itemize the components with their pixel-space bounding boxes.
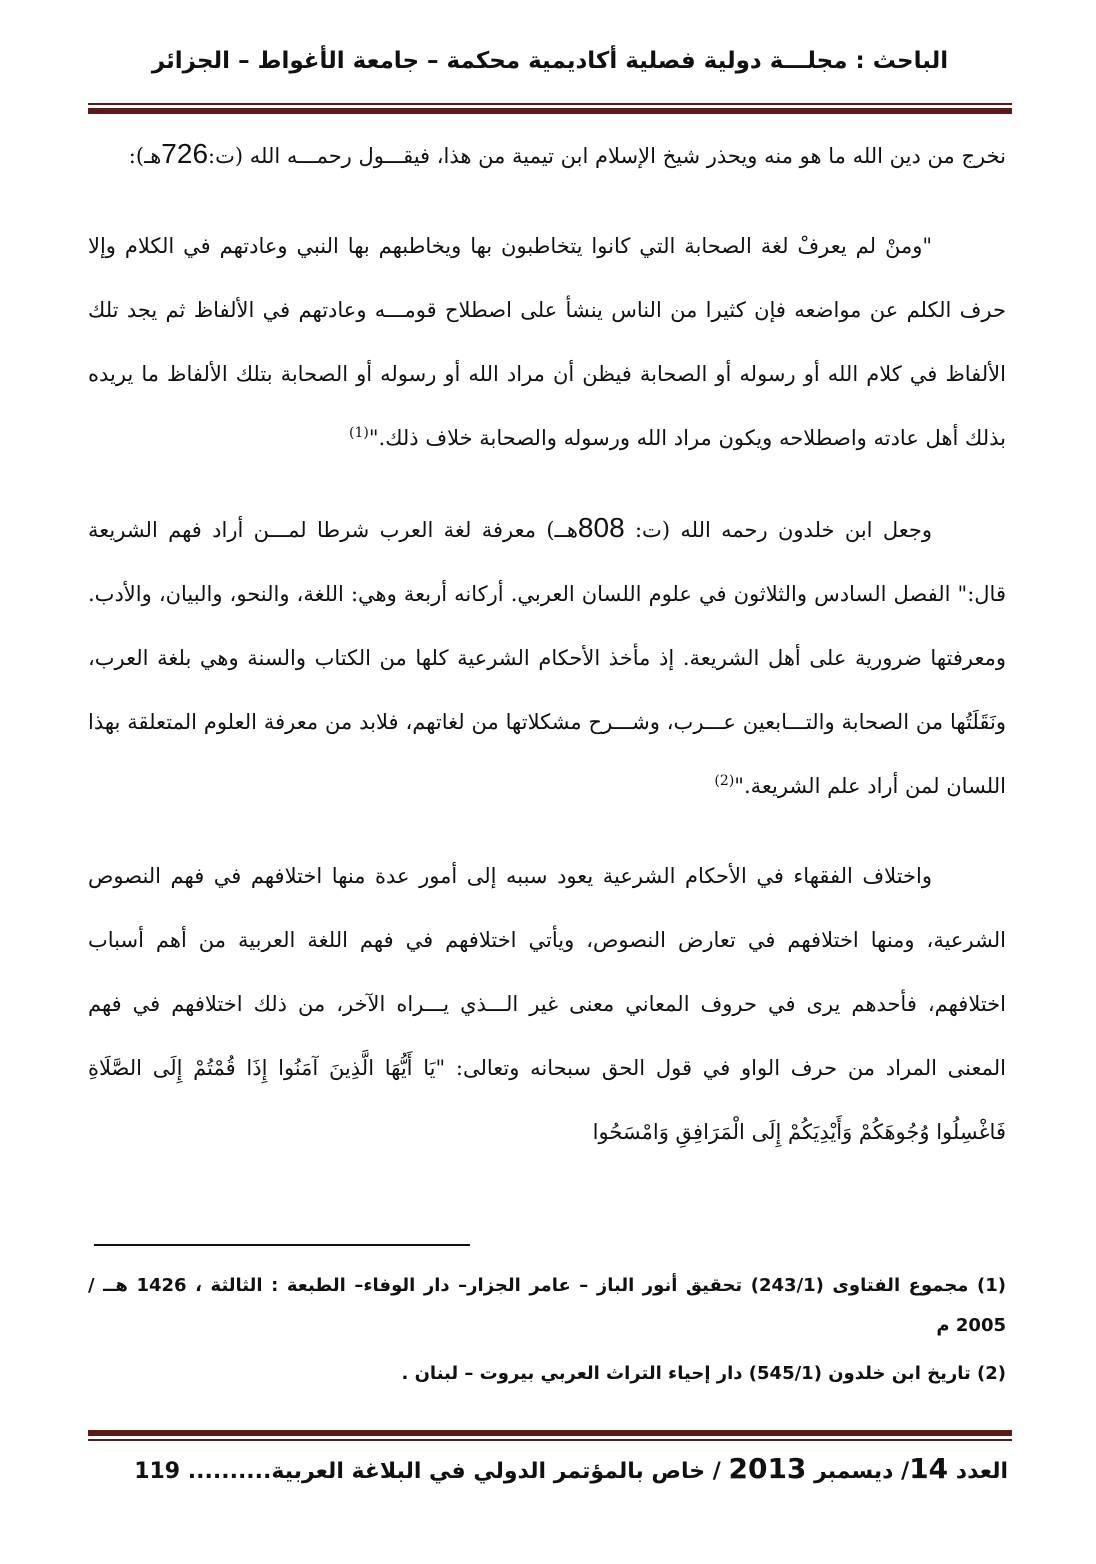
footer-rule-thick <box>88 1430 1012 1436</box>
footnotes <box>88 1266 1006 1402</box>
paragraph-1: نخرج من دين الله ما هو منه ويحذر شيخ الإسلام ابن تيمية من هذا، فيقـــول رحمـــه الله (ت:726هـ): <box>128 138 1006 169</box>
footer-issue-label: العدد <box>955 1459 1008 1484</box>
journal-header <box>90 48 1010 74</box>
footnote-ref-1[interactable]: (1) <box>349 425 369 441</box>
death-year-ibn-taymiyya: 726 <box>161 138 209 169</box>
footer-rule-thin <box>88 1439 1012 1441</box>
journal-header-title: الباحث : مجلـــة دولية فصلية أكاديمية محكمة – جامعة الأغواط – الجزائر <box>151 48 949 74</box>
footnote-separator <box>94 1244 470 1246</box>
death-year-ibn-khaldun: 808 <box>577 512 625 543</box>
page-footer <box>90 1452 1008 1485</box>
header-rule-thin <box>88 103 1012 105</box>
quran-verse: "يَا أَيُّهَا الَّذِينَ آمَنُوا إِذَا قُمْتُمْ إِلَى الصَّلَاةِ فَاغْسِلُوا وُجُوهَكُمْ وَأَيْدِيَكُمْ إِلَى الْمَرَافِقِ وَامْسَحُوا <box>88 1056 1006 1144</box>
header-rule-thick <box>88 108 1012 114</box>
article-body <box>88 122 1006 1164</box>
footnote-ref-2[interactable]: (2) <box>714 773 735 789</box>
paragraph-4: واختلاف الفقهاء في الأحكام الشرعية يعود سببه إلى أمور عدة منها اختلافهم في فهم النصوص الشرعية، ومنها اختلافهم في تعارض النصوص، ويأتي اختلافهم في فهم اللغة العربية من أهم أسباب اختلافهم، فأحدهم يرى في حروف المعاني معنى غير الـــذي يـــراه الآخر، من ذلك اختلافهم في فهم المعنى المراد من حرف الواو في قول الحق سبحانه وتعالى: "يَا أَيُّهَا الَّذِينَ آمَنُوا إِذَا قُمْتُمْ إِلَى الصَّلَاةِ فَاغْسِلُوا وُجُوهَكُمْ وَأَيْدِيَكُمْ إِلَى الْمَرَافِقِ وَامْسَحُوا <box>88 864 1006 1144</box>
page-number: 119 <box>134 1459 181 1484</box>
footer-year: 2013 <box>728 1452 807 1485</box>
paragraph-2-quote: "ومنْ لم يعرفْ لغة الصحابة التي كانوا يتخاطبون بها ويخاطبهم بها النبي وعادتهم في الكلام وإلا حرف الكلم عن مواضعه فإن كثيرا من الناس ينشأ على اصطلاح قومـــه وعادتهم في الألفاظ ثم يجد تلك الألفاظ في كلام الله أو رسوله أو الصحابة فيظن أن مراد الله أو رسوله أو الصحابة بتلك الألفاظ ما يريده بذلك أهل عادته واصطلاحه ويكون مراد الله ورسوله والصحابة خلاف ذلك."$^{(1)}$ <box>88 234 1006 450</box>
paragraph-3: وجعل ابن خلدون رحمه الله (ت: 808هــ) معرفة لغة العرب شرطا لمـــن أراد فهم الشريعة قال:" الفصل السادس والثلاثون في علوم اللسان العربي. أركانه أربعة وهي: اللغة، والنحو، والبيان، والأدب. ومعرفتها ضرورية على أهل الشريعة. إذ مأخذ الأحكام الشرعية كلها من الكتاب والسنة وهي بلغة العرب، ونَقَلَتُها من الصحابة والتـــابعين عـــرب، وشـــرح مشكلاتها من لغاتهم، فلابد من معرفة العلوم المتعلقة بهذا اللسان لمن أراد علم الشريعة."$^{(2)}$ <box>88 512 1006 798</box>
footer-issue-number: 14 <box>909 1452 949 1485</box>
footnote-1: (1) مجموع الفتاوى (243/1) تحقيق أنور الباز – عامر الجزار– دار الوفاء– الطبعة : الثالثة ، 1426 هــ / 2005 م <box>88 1275 1006 1336</box>
footer-month: / ديسمبر <box>814 1459 910 1484</box>
footnote-2: (2) تاريخ ابن خلدون (545/1) دار إحياء التراث العربي بيروت – لبنان . <box>401 1363 1006 1384</box>
footer-conference: / خاص بالمؤتمر الدولي في البلاغة العربية.......... <box>187 1459 721 1484</box>
